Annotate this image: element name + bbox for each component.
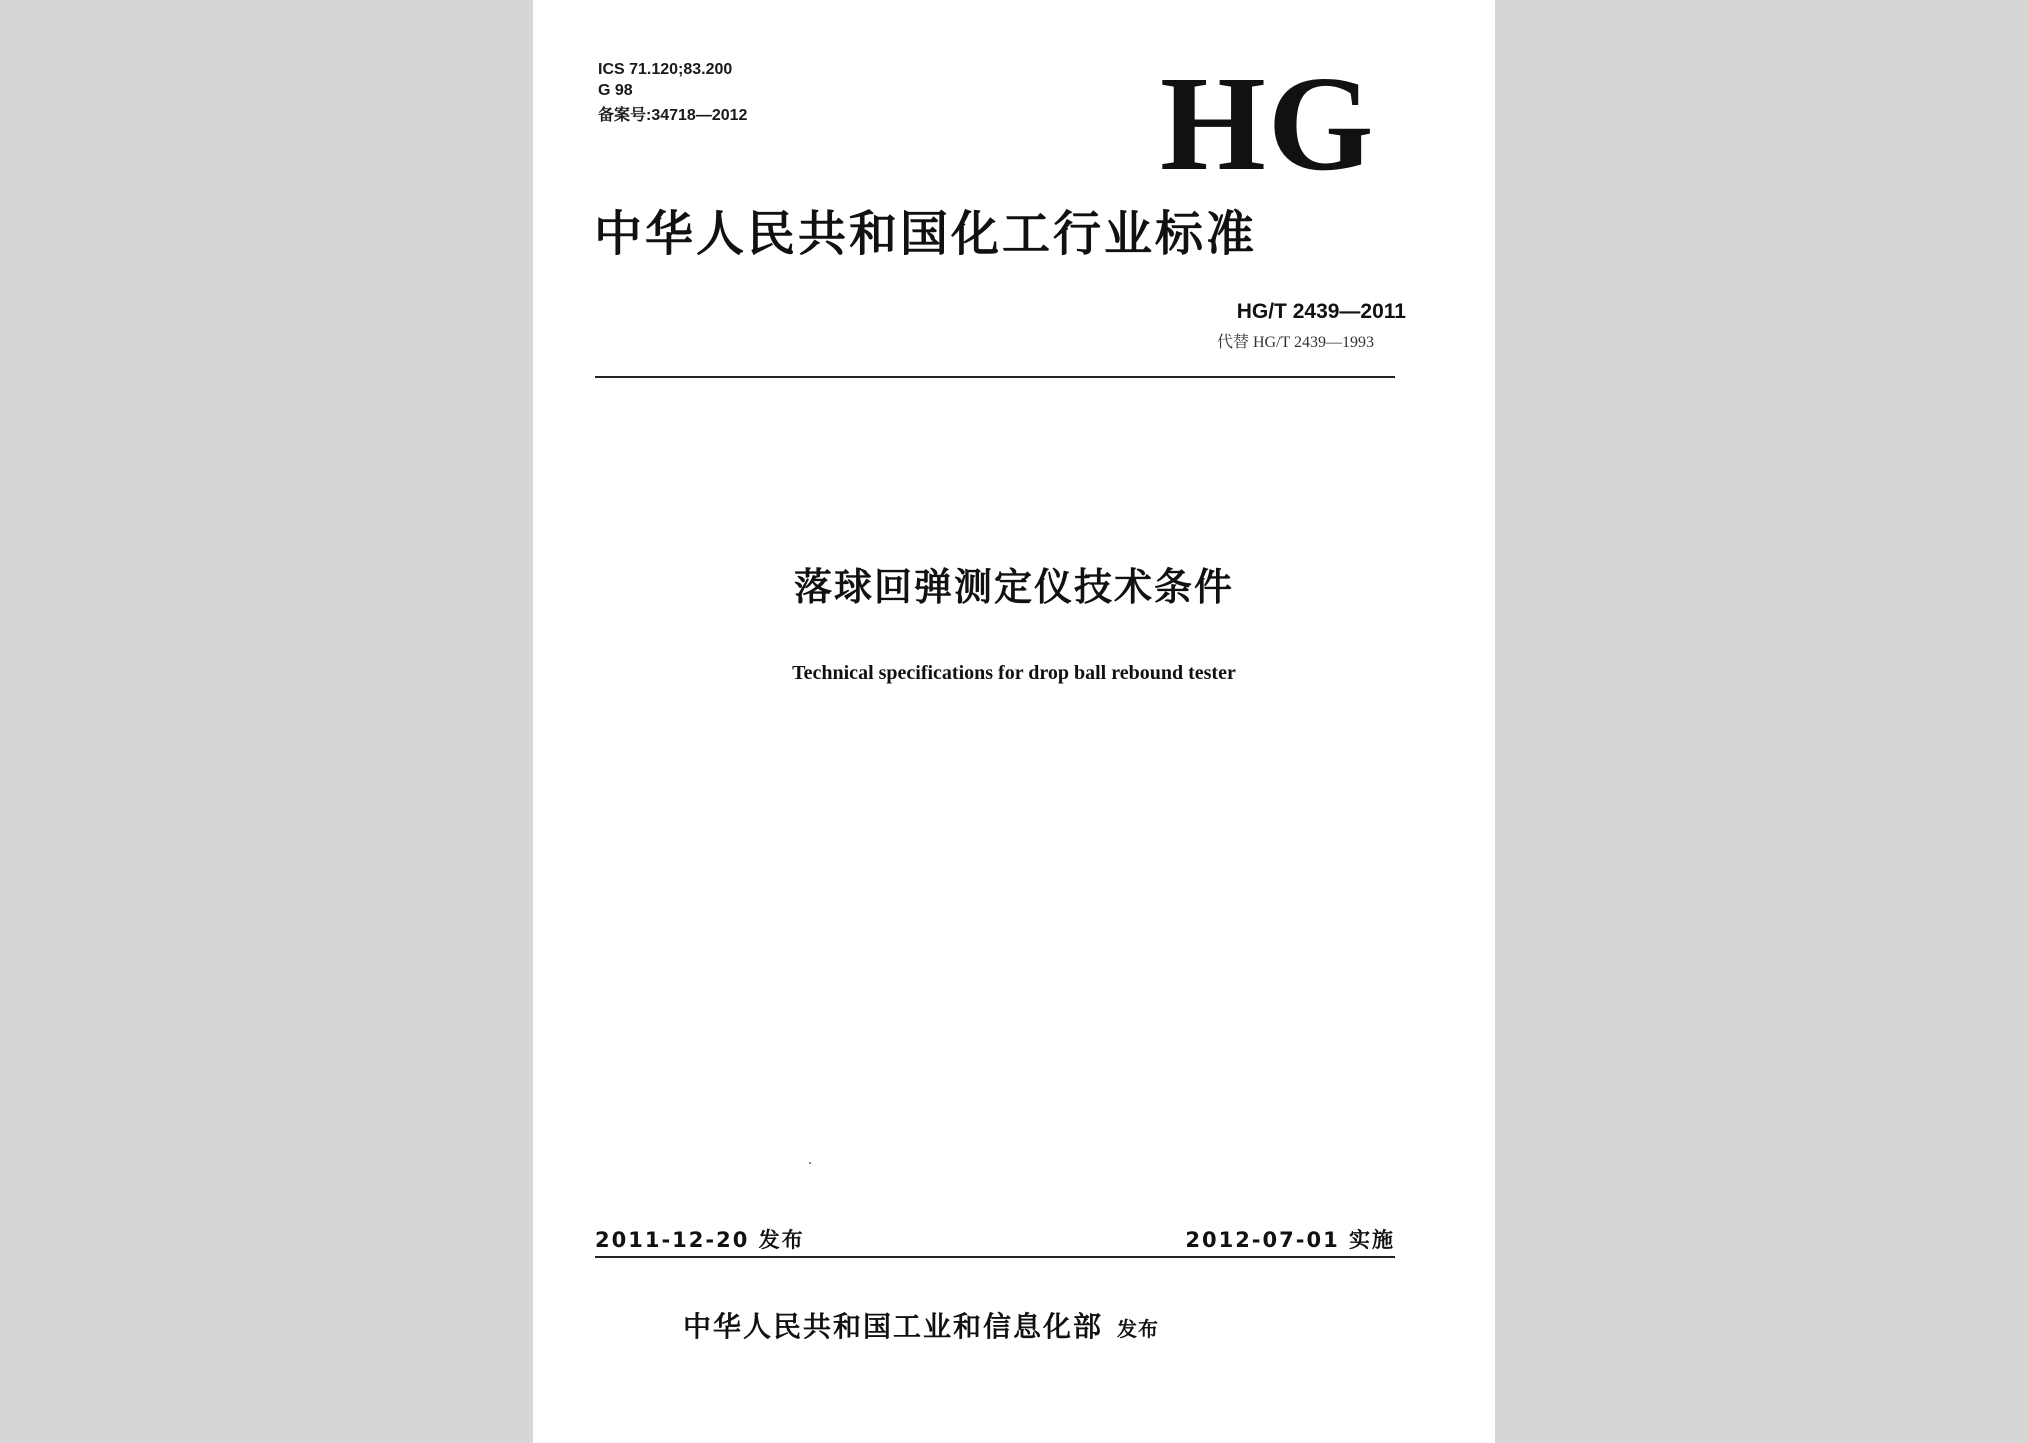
issuing-authority (683, 1309, 1159, 1347)
classification-code: G 98 (598, 82, 633, 99)
scan-speck (809, 1162, 811, 1164)
issue-date: 2011-12-20 发布 (595, 1228, 805, 1252)
issuer-action: 发布 (1117, 1317, 1160, 1341)
document-title-english: Technical specifications for drop ball rebound tester (792, 662, 1236, 684)
ics-code: ICS 71.120;83.200 (598, 61, 733, 78)
replaces-standard: 代替 HG/T 2439—1993 (1216, 334, 1374, 351)
implementation-date: 2012-07-01 实施 (1185, 1228, 1395, 1252)
document-page (533, 0, 1495, 1443)
standard-category-title: 中华人民共和国化工行业标准 (594, 206, 1258, 262)
issuer-name: 中华人民共和国工业和信息化部 (683, 1310, 1104, 1343)
standard-number: HG/T 2439—2011 (1236, 300, 1406, 323)
document-title-chinese: 落球回弹测定仪技术条件 (793, 565, 1234, 609)
footer-divider (595, 1256, 1395, 1258)
header-divider (595, 376, 1395, 378)
hg-logo: HG (1160, 49, 1376, 199)
record-number: 备案号:34718—2012 (598, 107, 748, 124)
